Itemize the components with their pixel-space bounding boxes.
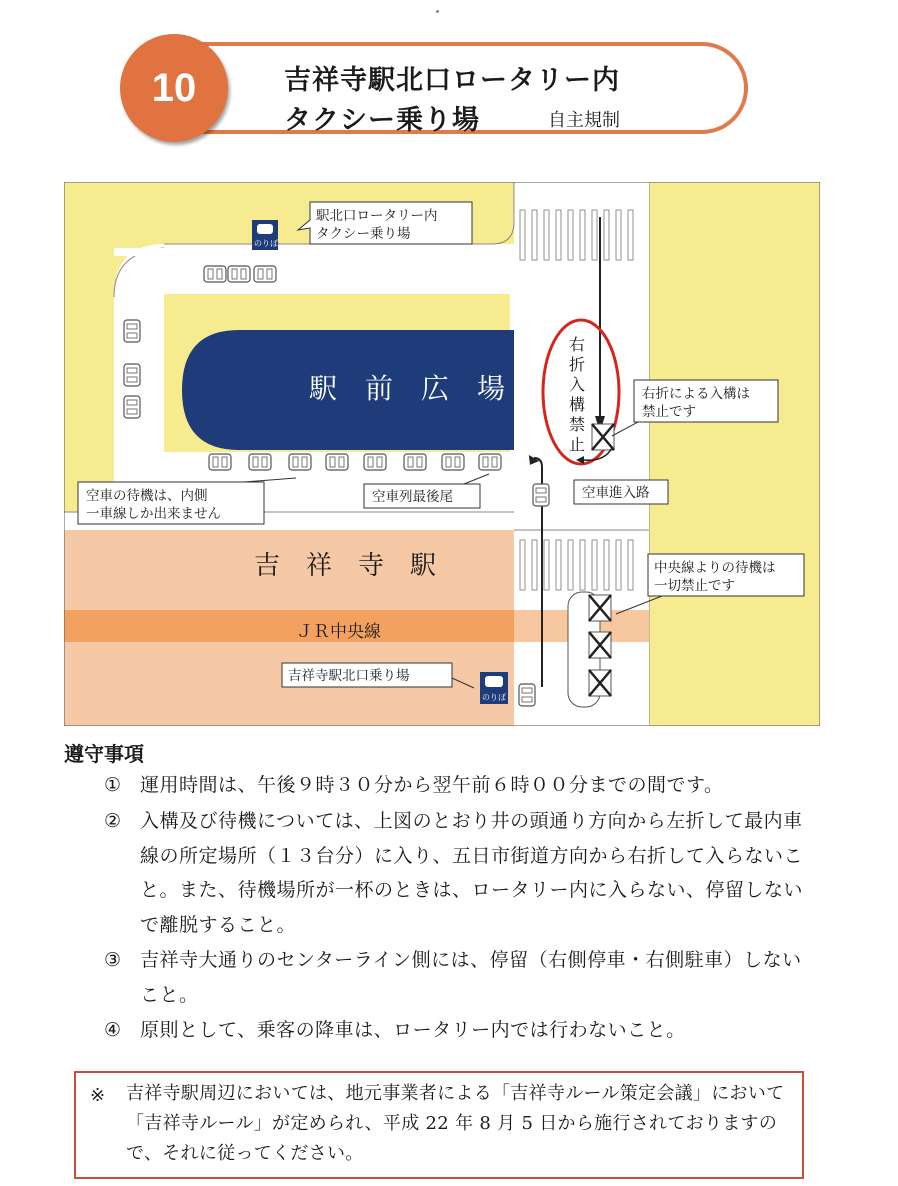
callout-north-rotary-stand <box>298 202 472 244</box>
rule-text: 吉祥寺大通りのセンターライン側には、停留（右側停車・右側駐車）しないこと。 <box>140 949 802 1006</box>
station-plaza-label: 駅 前 広 場 <box>309 372 506 405</box>
svg-text:中央線よりの待機は: 中央線よりの待機は <box>654 560 776 576</box>
svg-text:右折による入構は: 右折による入構は <box>642 386 750 402</box>
svg-text:のりば: のりば <box>254 239 278 248</box>
svg-text:右: 右 <box>569 335 586 354</box>
taxi-stand-badge-top <box>252 220 278 250</box>
taxi-stand-badge-bottom <box>480 672 508 704</box>
rule-number: ③ <box>104 949 122 971</box>
page-title-line1: 吉祥寺駅北口ロータリー内 <box>284 65 620 96</box>
svg-text:禁: 禁 <box>569 415 586 434</box>
rules-heading: 遵守事項 <box>64 742 144 766</box>
rule-item-3 <box>104 943 808 1012</box>
svg-text:禁止です: 禁止です <box>642 404 696 420</box>
rule-item-2 <box>104 804 808 942</box>
rotary-map <box>64 182 820 726</box>
svg-text:空車の待機は、内側: 空車の待機は、内側 <box>86 488 208 504</box>
svg-text:空車進入路: 空車進入路 <box>582 485 650 501</box>
rule-number: ④ <box>104 1019 122 1041</box>
rule-number: ② <box>104 810 122 832</box>
rule-item-4 <box>104 1013 808 1048</box>
svg-text:のりば: のりば <box>482 693 506 702</box>
callout-entry-route <box>574 480 668 504</box>
svg-text:構: 構 <box>569 395 586 414</box>
rule-text: 原則として、乗客の降車は、ロータリー内では行わないこと。 <box>140 1019 686 1041</box>
railway-label: ＪＲ中央線 <box>296 622 381 642</box>
svg-text:吉祥寺駅北口乗り場: 吉祥寺駅北口乗り場 <box>288 668 410 684</box>
note-mark: ※ <box>90 1085 106 1106</box>
regulation-type-label: 自主規制 <box>548 110 620 131</box>
svg-text:折: 折 <box>569 355 586 374</box>
svg-text:駅北口ロータリー内: 駅北口ロータリー内 <box>316 208 438 224</box>
svg-text:入: 入 <box>569 375 586 394</box>
rule-text: 運用時間は、午後９時３０分から翌午前６時００分までの間です。 <box>140 774 724 796</box>
callout-empty-wait <box>78 478 296 524</box>
scan-speck <box>436 10 439 13</box>
note-text: 吉祥寺駅周辺においては、地元事業者による「吉祥寺ルール策定会議」において「吉祥寺ルール」が定められ、平成 22 年 8 月 5 日から施行されておりますので、それに従ってください。 <box>126 1083 785 1164</box>
no-right-turn-vertical-text <box>569 335 585 454</box>
svg-text:止: 止 <box>569 435 586 454</box>
svg-text:一車線しか出来ません: 一車線しか出来ません <box>86 506 221 522</box>
section-number-badge: 10 <box>120 34 228 142</box>
svg-text:タクシー乗り場: タクシー乗り場 <box>316 226 411 242</box>
note-box <box>74 1071 804 1179</box>
callout-north-exit-stand <box>282 663 474 688</box>
rule-number: ① <box>104 774 122 796</box>
page-title-line2: タクシー乗り場 <box>284 105 480 136</box>
rule-item-1 <box>104 768 808 803</box>
svg-text:一切禁止です: 一切禁止です <box>654 578 735 594</box>
rule-text: 入構及び待機については、上図のとおり井の頭通り方向から左折して最内車線の所定場所（１３台分）に入り、五日市街道方向から右折して入らないこと。また、待機場所が一杯のときは、ロータリー内に入らない、停留しないで離脱すること。 <box>140 810 804 936</box>
station-label: 吉 祥 寺 駅 <box>254 551 437 581</box>
svg-text:空車列最後尾: 空車列最後尾 <box>372 489 453 505</box>
